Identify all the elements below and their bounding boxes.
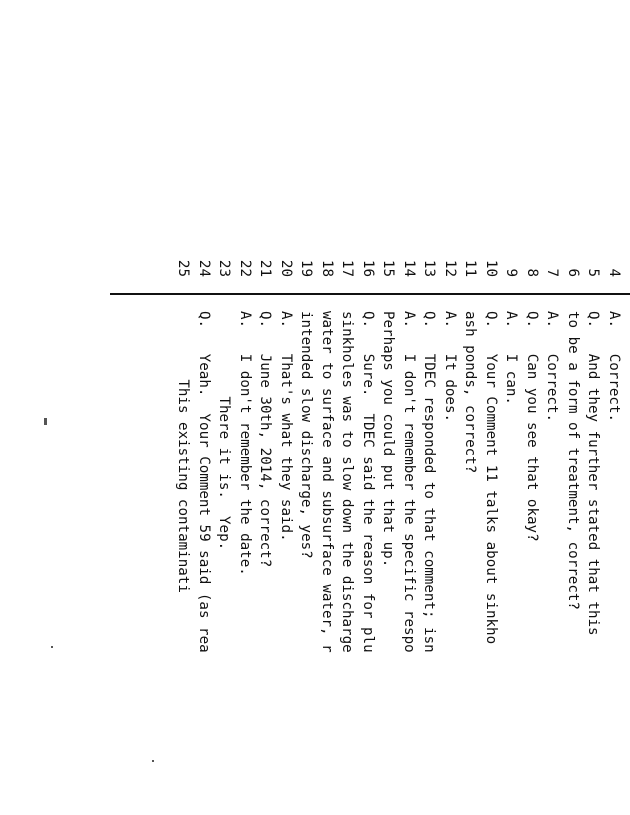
line-text: This existing contaminati bbox=[175, 311, 192, 593]
line-text: water to surface and subsurface water, r bbox=[319, 311, 335, 653]
line-number: 16 bbox=[360, 259, 376, 277]
margin-rule bbox=[110, 293, 630, 295]
line-number: 14 bbox=[401, 259, 417, 277]
scan-speck bbox=[51, 646, 53, 648]
line-text: Q. Your Comment 11 talks about sinkho bbox=[483, 311, 499, 645]
line-number: 15 bbox=[380, 259, 397, 277]
line-text: Q. June 30th, 2014, correct? bbox=[257, 311, 274, 568]
line-text: ash ponds, correct? bbox=[462, 311, 479, 474]
line-number: 23 bbox=[216, 259, 233, 277]
line-text: A. That's what they said. bbox=[278, 311, 294, 542]
line-number: 22 bbox=[237, 259, 253, 277]
line-text: intended slow discharge, yes? bbox=[298, 311, 315, 559]
line-number: 18 bbox=[319, 259, 335, 277]
line-text: There it is. Yep. bbox=[216, 311, 233, 551]
line-number: 6 bbox=[565, 268, 581, 277]
line-text: A. Correct. bbox=[544, 311, 561, 423]
line-text: Perhaps you could put that up. bbox=[380, 311, 397, 568]
line-number: 17 bbox=[339, 259, 356, 277]
line-text: A. I don't remember the date. bbox=[237, 311, 253, 576]
line-text: A. I don't remember the specific respo bbox=[401, 311, 417, 653]
line-text: sinkholes was to slow down the discharge bbox=[339, 311, 356, 653]
line-number: 19 bbox=[298, 259, 315, 277]
line-text: Q. Can you see that okay? bbox=[524, 311, 540, 542]
line-number: 7 bbox=[544, 268, 561, 277]
line-text: Q. And they further stated that this bbox=[585, 311, 602, 636]
line-text: A. It does. bbox=[442, 311, 458, 423]
line-text: Q. Sure. TDEC said the reason for plu bbox=[360, 311, 376, 653]
line-number: 21 bbox=[257, 259, 274, 277]
line-number: 24 bbox=[196, 259, 212, 277]
line-text: Q. TDEC responded to that comment; isn bbox=[421, 311, 438, 653]
line-number: 11 bbox=[462, 259, 479, 277]
line-text: Q. Yeah. Your Comment 59 said (as rea bbox=[196, 311, 212, 653]
line-text: A. Correct. bbox=[606, 311, 622, 423]
transcript-page bbox=[110, 255, 630, 815]
line-number: 9 bbox=[503, 268, 520, 277]
line-number: 8 bbox=[524, 268, 540, 277]
line-number: 13 bbox=[421, 259, 438, 277]
line-number: 20 bbox=[278, 259, 294, 277]
scan-speck bbox=[44, 418, 47, 425]
line-number: 12 bbox=[442, 259, 458, 277]
line-number: 4 bbox=[606, 268, 622, 277]
line-number: 5 bbox=[585, 268, 602, 277]
line-number: 25 bbox=[175, 259, 192, 277]
line-text: A. I can. bbox=[503, 311, 520, 405]
scan-speck bbox=[152, 760, 154, 762]
line-number: 10 bbox=[483, 259, 499, 277]
line-text: to be a form of treatment, correct? bbox=[565, 311, 581, 610]
